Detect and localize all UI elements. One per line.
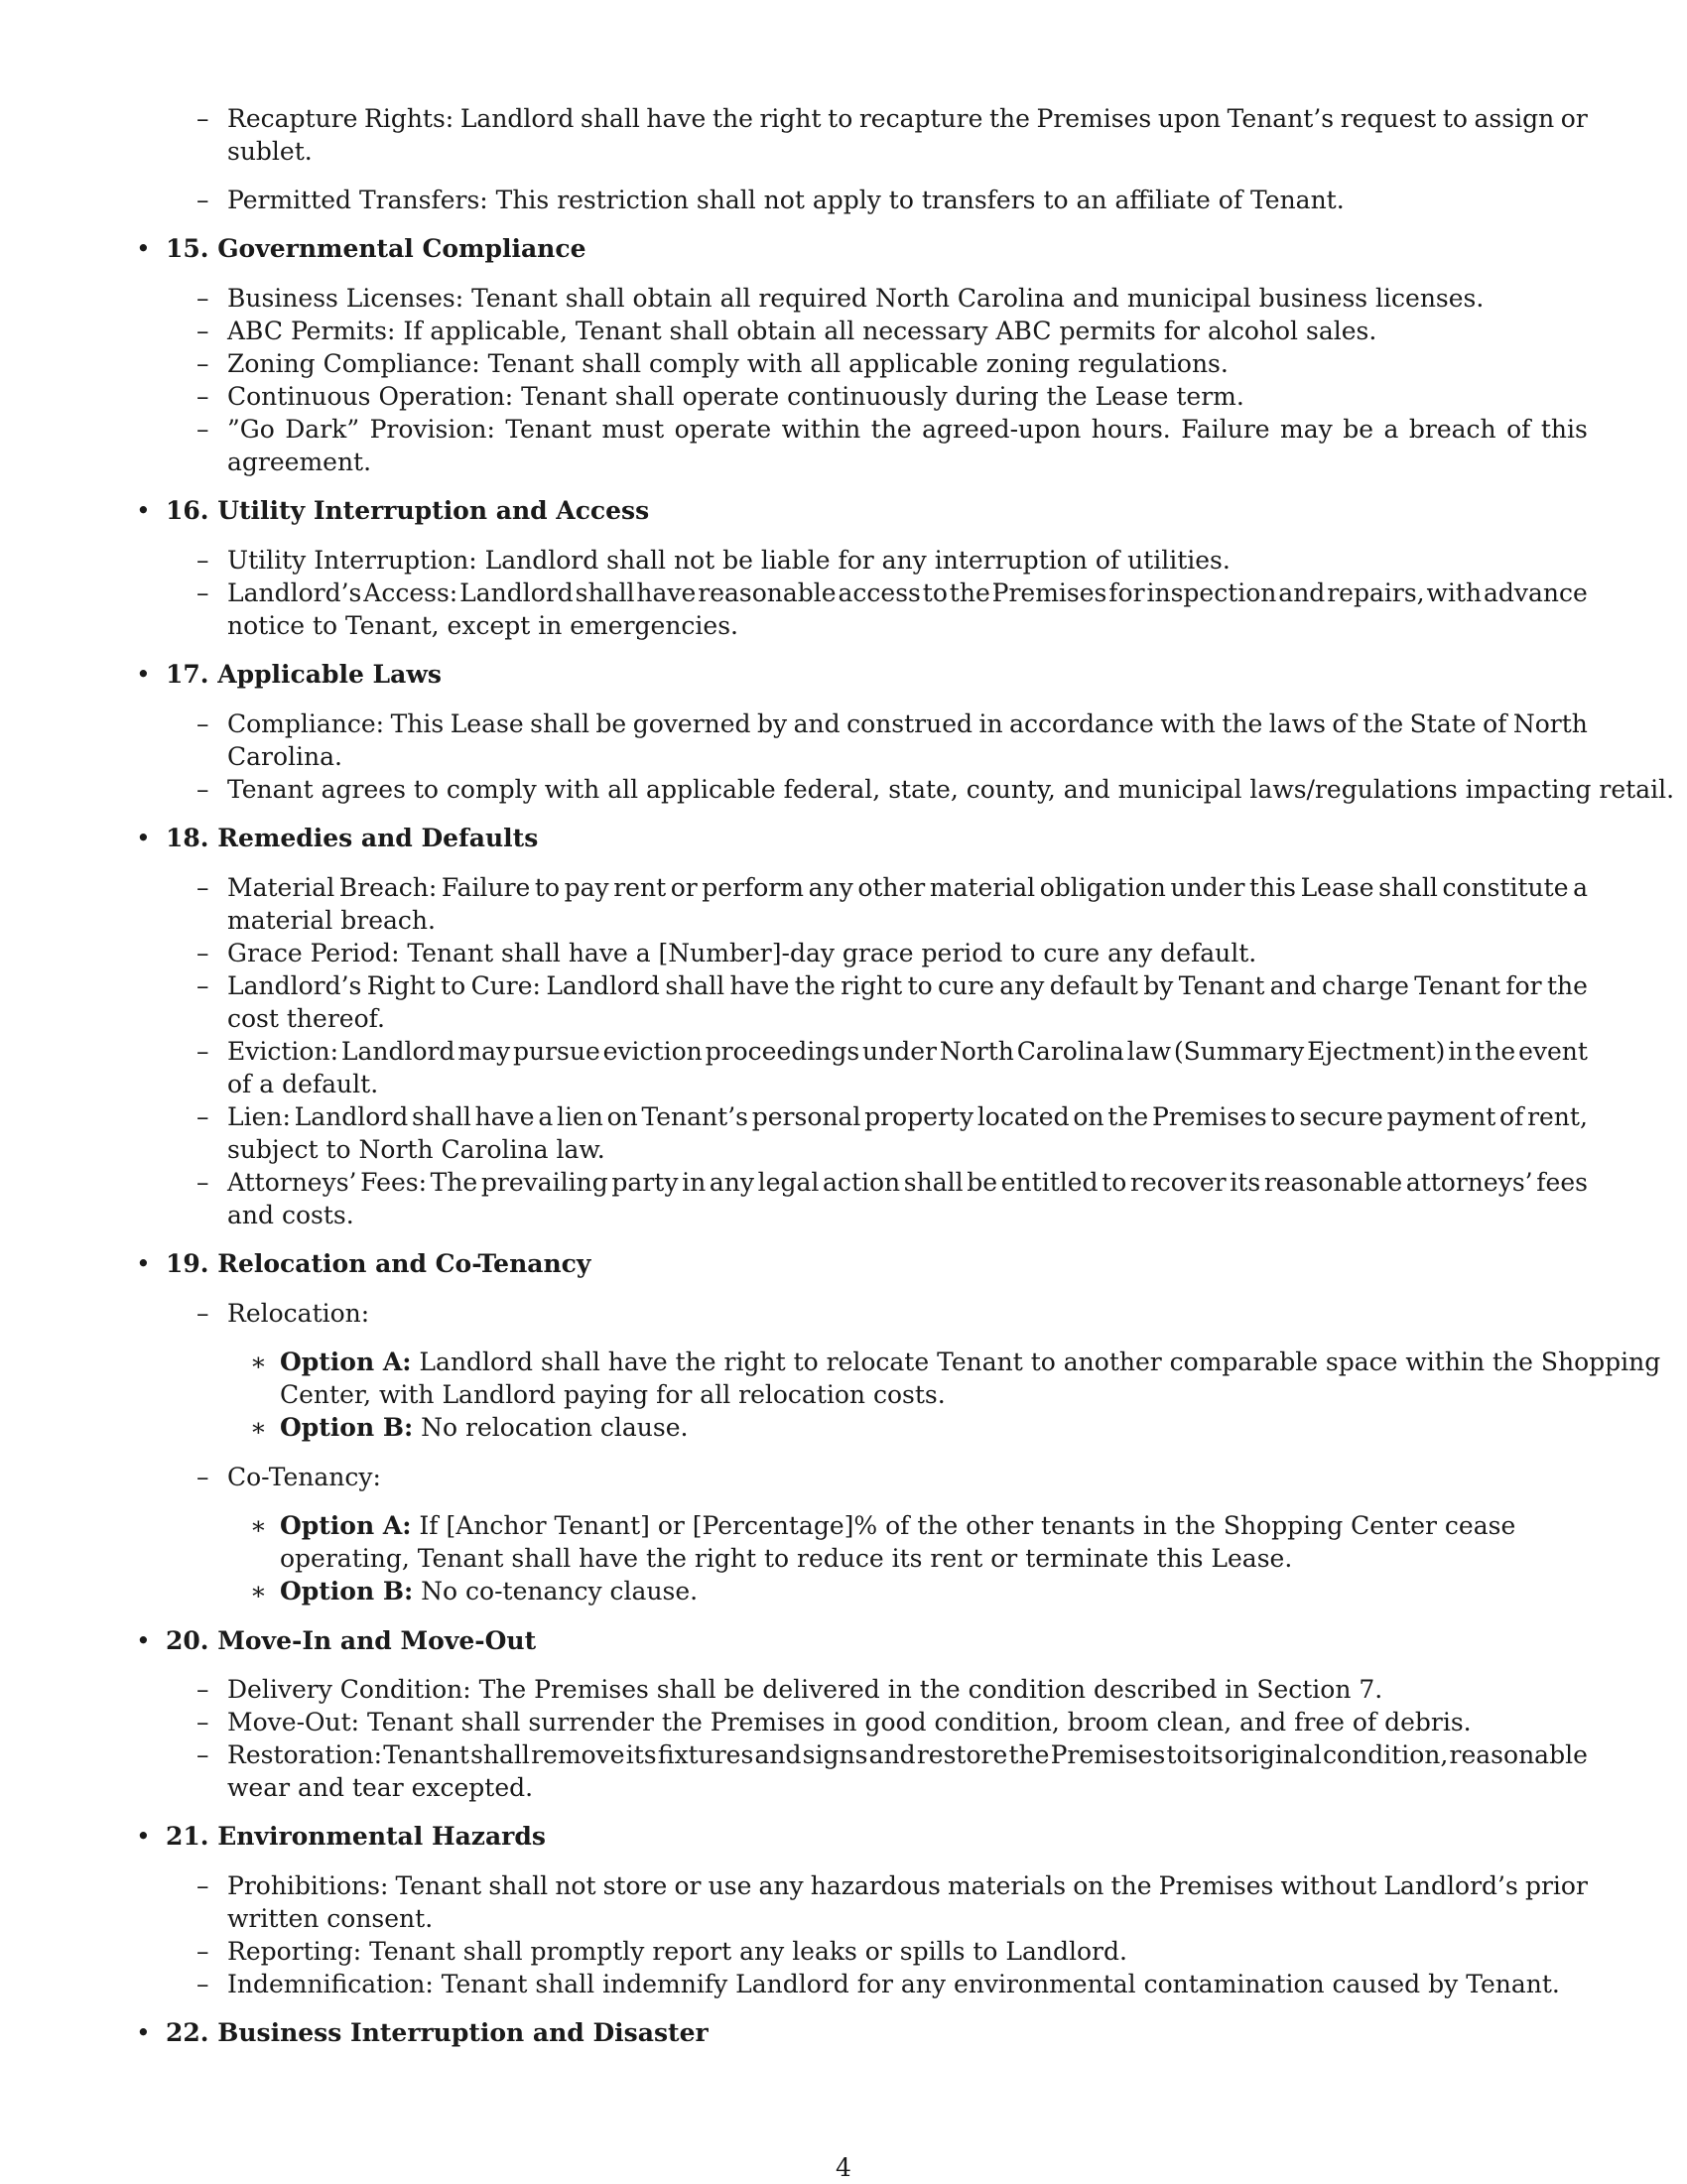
word: to: [907, 971, 933, 1000]
dash-marker: –: [196, 186, 209, 214]
word: Compliance:: [227, 709, 385, 738]
list-item: Indemnification: Tenant shall indemnify Landlord for any environmental contamination caused by Tenant.: [227, 1970, 1560, 1998]
word: its: [1230, 1168, 1261, 1197]
word: be: [967, 1168, 998, 1197]
list-item: [227, 1035, 1588, 1068]
option-item: [280, 1346, 1660, 1378]
word: may: [457, 1037, 511, 1066]
word: Recapture: [227, 104, 358, 133]
dash-marker: –: [196, 1871, 209, 1900]
bullet-marker: •: [136, 496, 151, 525]
word: shall: [581, 104, 640, 133]
dash-marker: –: [196, 1708, 209, 1736]
option-item: [280, 1411, 688, 1444]
word: attorneys’: [1405, 1168, 1533, 1197]
page-number: 4: [836, 2153, 851, 2182]
word: fixtures: [657, 1740, 754, 1769]
word: store: [602, 1871, 668, 1900]
word: law: [1126, 1037, 1172, 1066]
dash-marker: –: [196, 1675, 209, 1704]
list-item-continuation: sublet.: [227, 137, 313, 166]
word: to: [1270, 1102, 1296, 1131]
word: (Summary: [1173, 1037, 1305, 1066]
word: to: [534, 873, 561, 902]
word: and: [868, 1740, 916, 1769]
word: shall: [470, 1740, 530, 1769]
word: governed: [632, 709, 751, 738]
dash-marker: –: [196, 317, 209, 345]
word: on: [606, 1102, 638, 1131]
word: Premises: [1151, 1102, 1267, 1131]
bullet-marker: •: [136, 824, 151, 852]
word: cure: [938, 971, 994, 1000]
word: event: [1518, 1037, 1588, 1066]
word: right: [759, 104, 822, 133]
word: upon: [1157, 104, 1222, 133]
list-item-continuation: wear and tear excepted.: [227, 1773, 534, 1802]
word: breach: [1408, 415, 1496, 444]
word: Tenant: [383, 1740, 469, 1769]
option-text: Landlord shall have the right to relocate Tenant to another comparable space within the Shopping: [411, 1348, 1661, 1376]
word: its: [625, 1740, 657, 1769]
word: Failure: [1181, 415, 1270, 444]
word: The: [430, 1168, 478, 1197]
word: the: [1107, 1102, 1149, 1131]
word: condition,: [1323, 1740, 1449, 1769]
word: Landlord’s: [1383, 1871, 1518, 1900]
word: eviction: [602, 1037, 703, 1066]
word: for: [1505, 971, 1542, 1000]
dash-marker: –: [196, 415, 209, 444]
word: Landlord: [294, 1102, 409, 1131]
dash-marker: –: [196, 873, 209, 902]
word: Carolina: [1016, 1037, 1124, 1066]
word: obligation: [1039, 873, 1166, 902]
word: North: [1512, 709, 1588, 738]
list-item: [227, 1100, 1588, 1133]
option-label: Option A:: [280, 1511, 412, 1540]
section-heading: 17. Applicable Laws: [166, 660, 442, 689]
word: and: [793, 709, 841, 738]
word: its: [1192, 1740, 1224, 1769]
dash-marker: –: [196, 1299, 209, 1328]
word: the: [712, 104, 753, 133]
word: accordance: [1009, 709, 1154, 738]
list-item-continuation: agreement.: [227, 448, 372, 476]
list-item-continuation: Carolina.: [227, 742, 342, 771]
word: the: [949, 578, 990, 607]
word: the: [870, 415, 912, 444]
word: operate: [674, 415, 772, 444]
bullet-marker: •: [136, 660, 151, 689]
word: in: [1448, 1037, 1473, 1066]
word: constitute: [1442, 873, 1569, 902]
list-item: [227, 577, 1588, 609]
word: reasonable: [1449, 1740, 1588, 1769]
word: lien: [556, 1102, 603, 1131]
word: by: [1143, 971, 1174, 1000]
word: on: [1073, 1102, 1104, 1131]
word: reasonable: [1263, 1168, 1403, 1197]
bullet-marker: •: [136, 1626, 151, 1655]
word: Fees:: [360, 1168, 427, 1197]
word: Lease: [1300, 873, 1374, 902]
bullet-marker: •: [136, 1249, 151, 1278]
list-item-continuation: of a default.: [227, 1070, 379, 1098]
list-item-continuation: subject to North Carolina law.: [227, 1135, 605, 1164]
word: shall: [412, 1102, 471, 1131]
option-item: [280, 1509, 1515, 1542]
word: inspection: [1146, 578, 1277, 607]
dash-marker: –: [196, 1037, 209, 1066]
list-item: [227, 1166, 1588, 1199]
word: shall: [530, 709, 589, 738]
option-text: No relocation clause.: [413, 1413, 689, 1442]
word: a: [538, 1102, 554, 1131]
word: on: [1073, 1871, 1104, 1900]
word: hazardous: [810, 1871, 941, 1900]
word: legal: [757, 1168, 820, 1197]
word: the: [1475, 1037, 1516, 1066]
word: entitled: [1000, 1168, 1099, 1197]
word: access: [838, 578, 921, 607]
star-marker: ∗: [250, 1348, 267, 1376]
dash-marker: –: [196, 1740, 209, 1769]
word: Tenant: [1414, 971, 1500, 1000]
dash-marker: –: [196, 1463, 209, 1491]
word: State: [1409, 709, 1477, 738]
word: Landlord’s: [227, 578, 362, 607]
word: prevailing: [480, 1168, 608, 1197]
list-item: [227, 969, 1588, 1002]
list-item: [227, 871, 1588, 904]
word: the: [1363, 709, 1404, 738]
word: Landlord: [340, 1037, 455, 1066]
word: repairs,: [1327, 578, 1425, 607]
word: within: [781, 415, 861, 444]
word: have: [474, 1102, 535, 1131]
word: the: [1546, 971, 1588, 1000]
word: a: [1383, 415, 1399, 444]
option-text: If [Anchor Tenant] or [Percentage]% of the other tenants in the Shopping Center cease: [411, 1511, 1516, 1540]
word: signs: [802, 1740, 868, 1769]
option-item: [280, 1575, 698, 1607]
word: recover: [1129, 1168, 1227, 1197]
list-item-continuation: notice to Tenant, except in emergencies.: [227, 611, 739, 640]
word: prior: [1524, 1871, 1588, 1900]
word: secure: [1299, 1102, 1383, 1131]
section-heading: 21. Environmental Hazards: [166, 1822, 546, 1851]
word: have: [646, 104, 707, 133]
section-heading: 19. Relocation and Co-Tenancy: [166, 1249, 591, 1278]
word: perform: [702, 873, 805, 902]
word: any: [999, 971, 1045, 1000]
word: proceedings: [705, 1037, 860, 1066]
word: any: [709, 1168, 755, 1197]
dash-marker: –: [196, 1102, 209, 1131]
option-label: Option A:: [280, 1348, 412, 1376]
word: Premises: [1158, 1871, 1274, 1900]
word: Landlord: [459, 578, 574, 607]
star-marker: ∗: [250, 1511, 267, 1540]
list-item: Move-Out: Tenant shall surrender the Premises in good condition, broom clean, and free of debris.: [227, 1708, 1472, 1736]
list-item: Utility Interruption: Landlord shall not be liable for any interruption of utilities.: [227, 546, 1231, 575]
word: the: [1222, 709, 1263, 738]
word: Tenant: [505, 415, 592, 444]
word: construed: [846, 709, 973, 738]
word: of: [1506, 415, 1531, 444]
list-item: Zoning Compliance: Tenant shall comply with all applicable zoning regulations.: [227, 349, 1229, 378]
word: pay: [564, 873, 609, 902]
word: rent,: [1527, 1102, 1588, 1131]
list-item: Business Licenses: Tenant shall obtain all required North Carolina and municipal business licenses.: [227, 284, 1485, 313]
word: shall: [575, 578, 635, 607]
word: Tenant: [395, 1871, 482, 1900]
word: Eviction:: [227, 1037, 338, 1066]
word: Cure:: [470, 971, 541, 1000]
word: under: [1170, 873, 1245, 902]
word: default: [1049, 971, 1138, 1000]
word: and: [1278, 578, 1326, 607]
dash-marker: –: [196, 1970, 209, 1998]
section-heading: 20. Move-In and Move-Out: [166, 1626, 537, 1655]
list-item: [227, 1738, 1588, 1771]
word: be: [1343, 415, 1374, 444]
word: by: [757, 709, 788, 738]
word: Right: [366, 971, 436, 1000]
option-continuation: operating, Tenant shall have the right to reduce its rent or terminate this Lease.: [280, 1544, 1293, 1573]
word: to: [1102, 1168, 1127, 1197]
word: shall: [1378, 873, 1438, 902]
word: laws: [1268, 709, 1326, 738]
list-item: Grace Period: Tenant shall have a [Number]-day grace period to cure any default.: [227, 939, 1257, 967]
word: right: [841, 971, 903, 1000]
word: and: [754, 1740, 802, 1769]
dash-marker: –: [196, 382, 209, 411]
word: in: [978, 709, 1003, 738]
list-item: Tenant agrees to comply with all applicable federal, state, county, and municipal laws/regulations impacting retail.: [227, 775, 1675, 804]
word: to: [1166, 1740, 1192, 1769]
word: other: [857, 873, 926, 902]
word: must: [601, 415, 665, 444]
word: Prohibitions:: [227, 1871, 389, 1900]
list-item: ABC Permits: If applicable, Tenant shall obtain all necessary ABC permits for alcohol sales.: [227, 317, 1377, 345]
word: have: [729, 971, 790, 1000]
list-item: Co-Tenancy:: [227, 1463, 381, 1491]
list-item: Reporting: Tenant shall promptly report any leaks or spills to Landlord.: [227, 1937, 1127, 1966]
word: this: [1540, 415, 1588, 444]
word: Ejectment): [1307, 1037, 1446, 1066]
dash-marker: –: [196, 939, 209, 967]
list-item-continuation: material breach.: [227, 906, 436, 935]
word: materials: [947, 1871, 1067, 1900]
list-item: [227, 413, 1588, 446]
word: reasonable: [698, 578, 837, 607]
list-item: [227, 1869, 1588, 1902]
bullet-marker: •: [136, 1822, 151, 1851]
word: Breach:: [338, 873, 438, 902]
word: charge: [1322, 971, 1409, 1000]
word: Lien:: [227, 1102, 291, 1131]
dash-marker: –: [196, 1168, 209, 1197]
word: Premises: [991, 578, 1107, 607]
word: advance: [1483, 578, 1588, 607]
dash-marker: –: [196, 578, 209, 607]
word: Landlord: [459, 104, 575, 133]
list-item-continuation: cost thereof.: [227, 1004, 385, 1033]
word: Landlord’s: [227, 971, 362, 1000]
bullet-marker: •: [136, 234, 151, 263]
word: in: [682, 1168, 707, 1197]
word: shall: [665, 971, 725, 1000]
word: payment: [1386, 1102, 1496, 1131]
dash-marker: –: [196, 775, 209, 804]
section-heading: 22. Business Interruption and Disaster: [166, 2018, 709, 2047]
word: Rights:: [364, 104, 454, 133]
dash-marker: –: [196, 971, 209, 1000]
word: the: [1008, 1740, 1050, 1769]
option-label: Option B:: [280, 1413, 414, 1442]
word: of: [1483, 709, 1507, 738]
list-item-continuation: and costs.: [227, 1201, 354, 1229]
word: any: [808, 873, 853, 902]
list-item: Delivery Condition: The Premises shall be delivered in the condition described in Section 7.: [227, 1675, 1383, 1704]
word: not: [555, 1871, 596, 1900]
dash-marker: –: [196, 349, 209, 378]
section-heading: 18. Remedies and Defaults: [166, 824, 539, 852]
word: hours.: [1091, 415, 1171, 444]
star-marker: ∗: [250, 1413, 267, 1442]
list-item: [227, 707, 1588, 740]
word: to: [922, 578, 948, 607]
list-item: [227, 102, 1588, 135]
dash-marker: –: [196, 546, 209, 575]
word: personal: [751, 1102, 861, 1131]
word: without: [1280, 1871, 1377, 1900]
dash-marker: –: [196, 104, 209, 133]
section-heading: 16. Utility Interruption and Access: [166, 496, 650, 525]
list-item: Continuous Operation: Tenant shall operate continuously during the Lease term.: [227, 382, 1244, 411]
word: Failure: [441, 873, 531, 902]
word: to: [441, 971, 466, 1000]
word: any: [758, 1871, 804, 1900]
word: may: [1280, 415, 1333, 444]
word: restore: [916, 1740, 1008, 1769]
dash-marker: –: [196, 1937, 209, 1966]
word: Material: [227, 873, 335, 902]
word: use: [708, 1871, 752, 1900]
word: shall: [488, 1871, 549, 1900]
word: Dark”: [285, 415, 360, 444]
word: or: [1560, 104, 1588, 133]
word: Restoration:: [227, 1740, 383, 1769]
word: North: [939, 1037, 1014, 1066]
dash-marker: –: [196, 709, 209, 738]
word: this: [1249, 873, 1296, 902]
word: with: [1426, 578, 1483, 607]
word: Landlord: [546, 971, 660, 1000]
word: or: [670, 873, 698, 902]
word: original: [1224, 1740, 1322, 1769]
word: ”Go: [227, 415, 275, 444]
word: This: [390, 709, 445, 738]
word: of: [1499, 1102, 1524, 1131]
word: Tenant’s: [1227, 104, 1335, 133]
word: the: [794, 971, 836, 1000]
word: have: [636, 578, 697, 607]
word: recapture: [858, 104, 983, 133]
word: of: [1332, 709, 1357, 738]
word: a: [1573, 873, 1588, 902]
word: assign: [1474, 104, 1555, 133]
word: Access:: [363, 578, 458, 607]
word: and: [1269, 971, 1317, 1000]
list-item: Permitted Transfers: This restriction shall not apply to transfers to an affiliate of Tenant.: [227, 186, 1345, 214]
word: located: [976, 1102, 1070, 1131]
word: action: [823, 1168, 901, 1197]
word: the: [1110, 1871, 1152, 1900]
word: rent: [613, 873, 667, 902]
section-heading: 15. Governmental Compliance: [166, 234, 586, 263]
word: agreed-upon: [922, 415, 1082, 444]
word: party: [611, 1168, 679, 1197]
word: pursue: [512, 1037, 600, 1066]
word: to: [1442, 104, 1468, 133]
option-text: No co-tenancy clause.: [413, 1577, 699, 1606]
word: to: [828, 104, 853, 133]
word: request: [1340, 104, 1437, 133]
word: Premises: [1050, 1740, 1166, 1769]
word: material: [929, 873, 1036, 902]
word: Attorneys’: [227, 1168, 357, 1197]
word: property: [864, 1102, 974, 1131]
star-marker: ∗: [250, 1577, 267, 1606]
bullet-marker: •: [136, 2018, 151, 2047]
word: under: [862, 1037, 937, 1066]
word: Provision:: [369, 415, 495, 444]
word: Lease: [450, 709, 524, 738]
dash-marker: –: [196, 284, 209, 313]
word: or: [674, 1871, 702, 1900]
word: fees: [1536, 1168, 1588, 1197]
word: shall: [903, 1168, 964, 1197]
word: be: [595, 709, 627, 738]
word: with: [1160, 709, 1216, 738]
word: Tenant’s: [641, 1102, 748, 1131]
word: Premises: [1036, 104, 1152, 133]
option-label: Option B:: [280, 1577, 414, 1606]
option-continuation: Center, with Landlord paying for all relocation costs.: [280, 1380, 946, 1409]
list-item-continuation: written consent.: [227, 1904, 434, 1933]
word: remove: [531, 1740, 625, 1769]
word: for: [1108, 578, 1145, 607]
word: the: [988, 104, 1030, 133]
word: Tenant: [1178, 971, 1265, 1000]
list-item: Relocation:: [227, 1299, 370, 1328]
